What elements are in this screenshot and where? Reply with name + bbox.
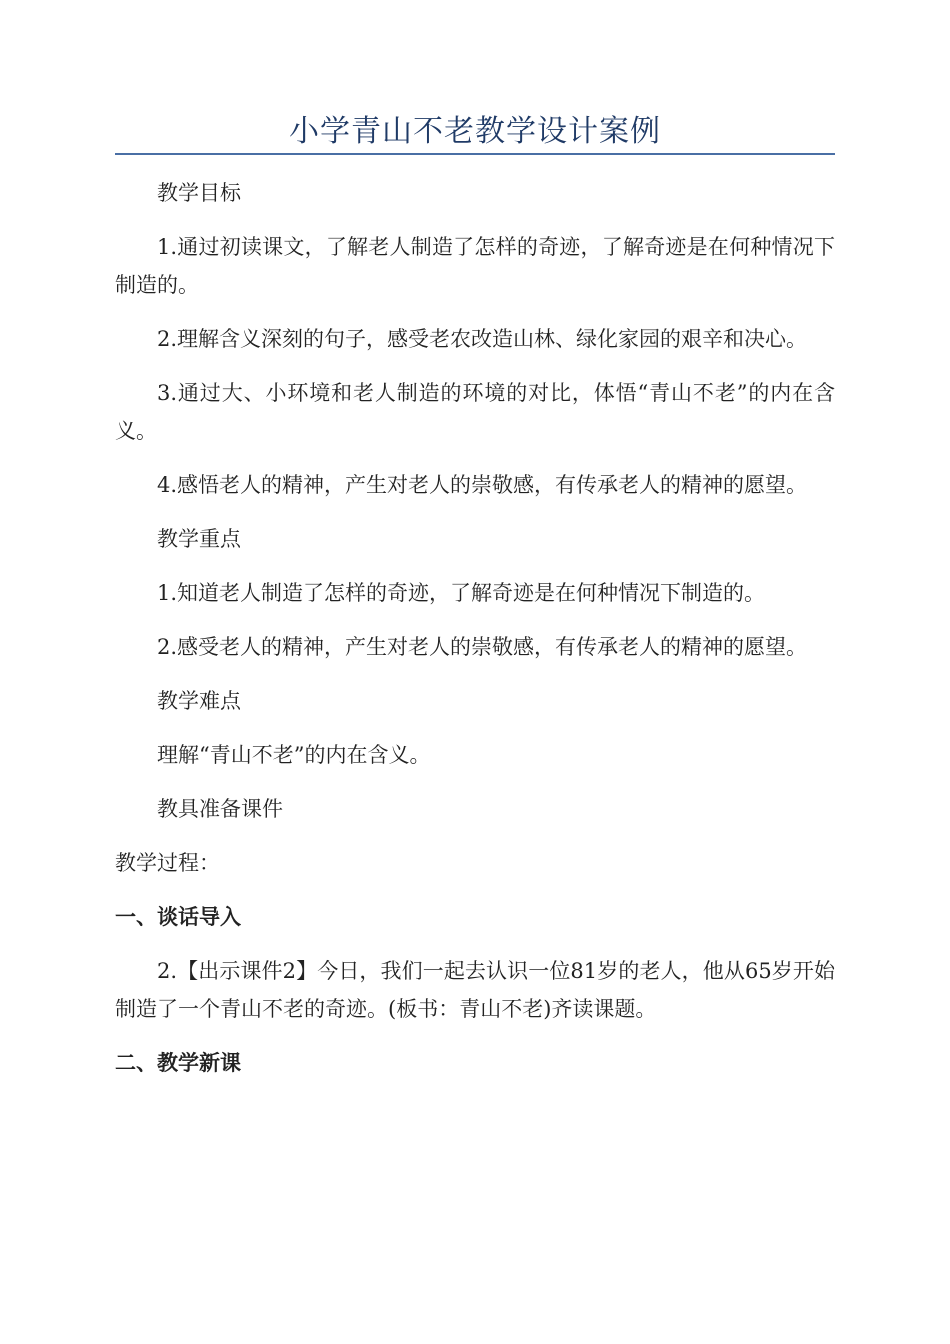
process-heading: 教学过程： [115, 851, 220, 875]
part-two-heading: 二、教学新课 [115, 1050, 241, 1075]
document-body [115, 174, 835, 1098]
objective-item-2: 2.理解含义深刻的句子，感受老农改造山林、绿化家园的艰辛和决心。 [157, 327, 808, 351]
intro-paragraph: 2.【出示课件2】今日，我们一起去认识一位81岁的老人，他从65岁开始制造了一个青山不老的奇迹。(板书：青山不老)齐读课题。 [115, 959, 835, 1021]
part-one-heading: 一、谈话导入 [115, 904, 241, 929]
section-heading-difficulties: 教学难点 [157, 689, 241, 713]
title-underline [115, 153, 835, 155]
section-heading-objectives: 教学目标 [157, 181, 241, 205]
key-point-item-1: 1.知道老人制造了怎样的奇迹，了解奇迹是在何种情况下制造的。 [157, 581, 766, 605]
difficulty-item: 理解“青山不老”的内在含义。 [157, 743, 431, 767]
objective-item-1: 1.通过初读课文，了解老人制造了怎样的奇迹，了解奇迹是在何种情况下制造的。 [115, 235, 835, 297]
objective-item-4: 4.感悟老人的精神，产生对老人的崇敬感，有传承老人的精神的愿望。 [157, 473, 808, 497]
key-point-item-2: 2.感受老人的精神，产生对老人的崇敬感，有传承老人的精神的愿望。 [157, 635, 808, 659]
materials-line: 教具准备课件 [157, 797, 283, 821]
objective-item-3: 3.通过大、小环境和老人制造的环境的对比，体悟“青山不老”的内在含义。 [115, 381, 835, 443]
document-title: 小学青山不老教学设计案例 [289, 114, 661, 149]
section-heading-key-points: 教学重点 [157, 527, 241, 551]
